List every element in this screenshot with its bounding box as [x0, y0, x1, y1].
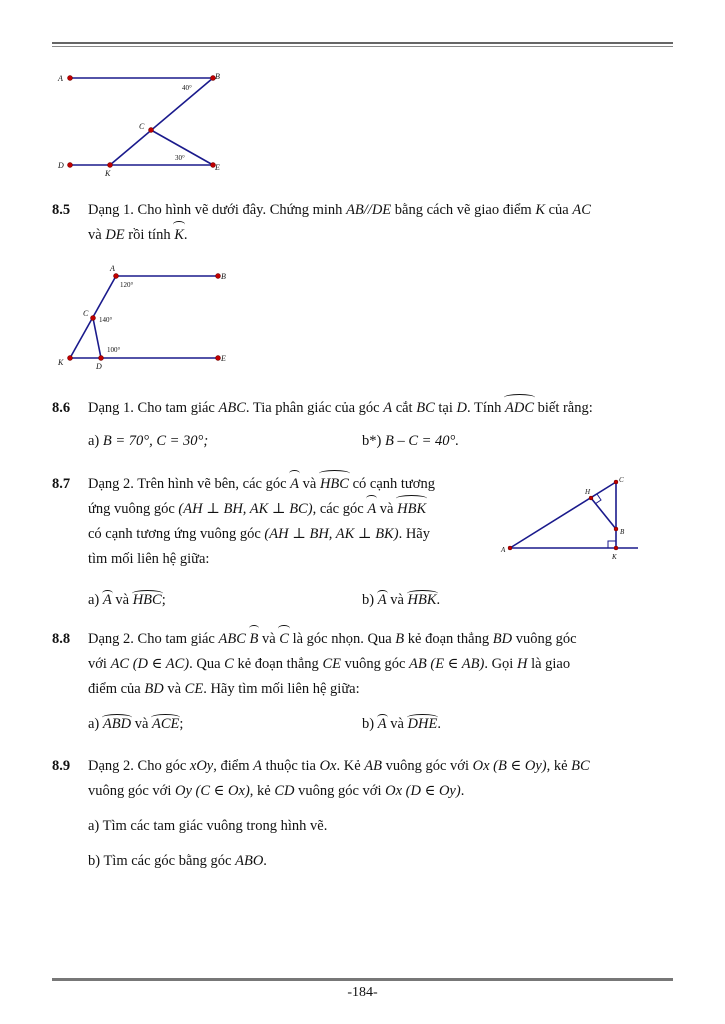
- problem-8-6: 8.6 Dạng 1. Cho tam giác ABC. Tia phân giác của góc A cắt BC tại D. Tính ADC biết rằng:: [52, 396, 672, 421]
- point-a: [114, 274, 119, 279]
- angle-b: 40°: [182, 84, 192, 92]
- top-rule: [52, 42, 673, 44]
- label-b: B: [221, 272, 226, 281]
- point-a: [68, 76, 73, 81]
- point-d: [99, 356, 104, 361]
- point-d: [68, 163, 73, 168]
- point-a: [508, 546, 512, 550]
- problem-8-8-option-b: b) A và DHE.: [362, 716, 441, 732]
- figure-2: [55, 262, 245, 372]
- angle-adc: ADC: [505, 396, 534, 421]
- problem-8-7-option-a: a) A và HBC;: [88, 592, 166, 608]
- problem-number: 8.7: [52, 476, 71, 492]
- label-d: D: [58, 161, 64, 170]
- figure-1: [55, 68, 235, 178]
- label-a: A: [58, 74, 63, 83]
- problem-8-9: 8.9 Dạng 2. Cho góc xOy, điểm A thuộc tia Ox. Kẻ AB vuông góc với Ox (B ∈ Oy), kẻ BC vuông góc với Oy (C ∈ Ox), kẻ CD vuông góc với Ox (D ∈ Oy).: [52, 754, 672, 804]
- label-c: C: [619, 476, 624, 484]
- label-b: B: [215, 72, 220, 81]
- label-c: C: [139, 122, 145, 131]
- point-k: [68, 356, 73, 361]
- point-k: [614, 546, 618, 550]
- label-a: A: [110, 264, 115, 273]
- problem-number: 8.5: [52, 202, 71, 218]
- label-k: K: [612, 553, 617, 561]
- label-b: B: [620, 528, 625, 536]
- problem-8-6-option-b: b*) B – C = 40°.: [362, 433, 459, 449]
- problem-number: 8.9: [52, 758, 71, 774]
- angle-e: 30°: [175, 154, 185, 162]
- point-b: [216, 274, 221, 279]
- label-d: D: [96, 362, 102, 371]
- point-k: [108, 163, 113, 168]
- label-e: E: [215, 163, 220, 172]
- top-rule-thin: [52, 46, 673, 47]
- problem-8-9-sub-b: b) Tìm các góc bằng góc ABO.: [88, 853, 267, 869]
- angle-d: 100°: [107, 346, 121, 354]
- label-k: K: [105, 169, 111, 178]
- angle-c: 140°: [99, 316, 113, 324]
- problem-8-7: 8.7 Dạng 2. Trên hình vẽ bên, các góc A và HBC có cạnh tương ứng vuông góc (AH ⊥ BH, AK ⊥ BC), các góc A và HBK có cạnh tương ứng vuông góc (AH ⊥ BH, AK ⊥ BK). Hãy tìm mối liên hệ giữa:: [52, 472, 492, 572]
- point-h: [589, 496, 593, 500]
- point-e: [216, 356, 221, 361]
- problem-8-8-option-a: a) ABD và ACE;: [88, 716, 184, 732]
- problem-8-8: 8.8 Dạng 2. Cho tam giác ABC B và C là góc nhọn. Qua B kẻ đoạn thẳng BD vuông góc với AC (D ∈ AC). Qua C kẻ đoạn thẳng CE vuông góc AB (E ∈ AB). Gọi H là giao điểm của BD và CE. Hãy tìm mối liên hệ giữa:: [52, 627, 672, 702]
- problem-8-9-sub-a: a) Tìm các tam giác vuông trong hình vẽ.: [88, 818, 328, 834]
- point-c: [614, 480, 618, 484]
- bottom-rule: [52, 978, 673, 981]
- point-b: [614, 527, 618, 531]
- angle-a: 120°: [120, 281, 134, 289]
- problem-8-6-option-a: a) B = 70°, C = 30°;: [88, 433, 209, 449]
- figure-3: [498, 474, 648, 564]
- problem-8-5: 8.5 Dạng 1. Cho hình vẽ dưới đây. Chứng minh AB//DE bằng cách vẽ giao điểm K của AC và DE rồi tính K.: [52, 198, 672, 248]
- page-number: -184-: [347, 985, 378, 1000]
- label-a: A: [501, 546, 506, 554]
- label-k: K: [58, 358, 64, 367]
- label-h: H: [585, 488, 591, 496]
- point-c: [91, 316, 96, 321]
- angle-k: K: [174, 223, 184, 248]
- problem-8-7-option-b: b) A và HBK.: [362, 592, 441, 608]
- problem-number: 8.8: [52, 631, 71, 647]
- label-c: C: [83, 309, 89, 318]
- label-e: E: [221, 354, 226, 363]
- point-c: [149, 128, 154, 133]
- problem-number: 8.6: [52, 400, 71, 416]
